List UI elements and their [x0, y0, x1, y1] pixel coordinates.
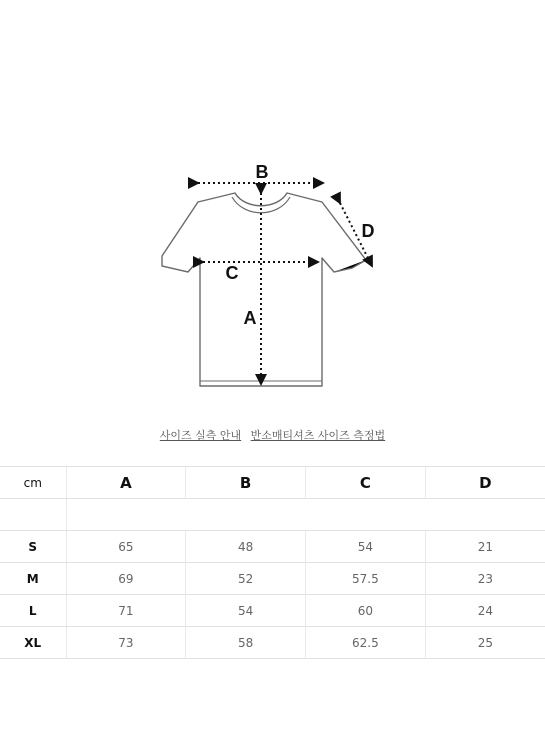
- table-cell: 54: [306, 531, 426, 563]
- table-cell: 65: [66, 531, 186, 563]
- size-table: [0, 466, 545, 659]
- table-row: [0, 531, 545, 563]
- guide-links: [0, 427, 545, 443]
- table-cell: 73: [66, 627, 186, 659]
- table-cell: 71: [66, 595, 186, 627]
- column-header: C: [306, 467, 426, 499]
- table-cell: 54: [186, 595, 306, 627]
- table-row: [0, 563, 545, 595]
- table-row: [0, 595, 545, 627]
- table-header-row: [0, 467, 545, 499]
- table-cell: 25: [425, 627, 545, 659]
- table-cell: 48: [186, 531, 306, 563]
- table-cell: 24: [425, 595, 545, 627]
- size-label: M: [0, 563, 66, 595]
- label-d: D: [361, 221, 375, 241]
- table-row: [0, 627, 545, 659]
- label-a: A: [243, 308, 257, 328]
- table-cell: 69: [66, 563, 186, 595]
- tshirt-outline: [162, 193, 366, 386]
- table-spacer-row: [0, 499, 545, 531]
- table-cell: 23: [425, 563, 545, 595]
- label-c: C: [225, 263, 239, 283]
- column-header: D: [425, 467, 545, 499]
- table-cell: 62.5: [306, 627, 426, 659]
- table-cell: 21: [425, 531, 545, 563]
- table-cell: 57.5: [306, 563, 426, 595]
- size-guide-link[interactable]: 사이즈 실측 안내: [159, 429, 242, 442]
- size-label: XL: [0, 627, 66, 659]
- size-label: S: [0, 531, 66, 563]
- column-header: A: [66, 467, 186, 499]
- measure-guide-link[interactable]: 반소매티셔츠 사이즈 측정법: [250, 429, 386, 442]
- table-cell: 52: [186, 563, 306, 595]
- table-cell: 58: [186, 627, 306, 659]
- unit-header: cm: [0, 467, 66, 499]
- label-b: B: [255, 162, 269, 182]
- table-cell: 60: [306, 595, 426, 627]
- column-header: B: [186, 467, 306, 499]
- size-label: L: [0, 595, 66, 627]
